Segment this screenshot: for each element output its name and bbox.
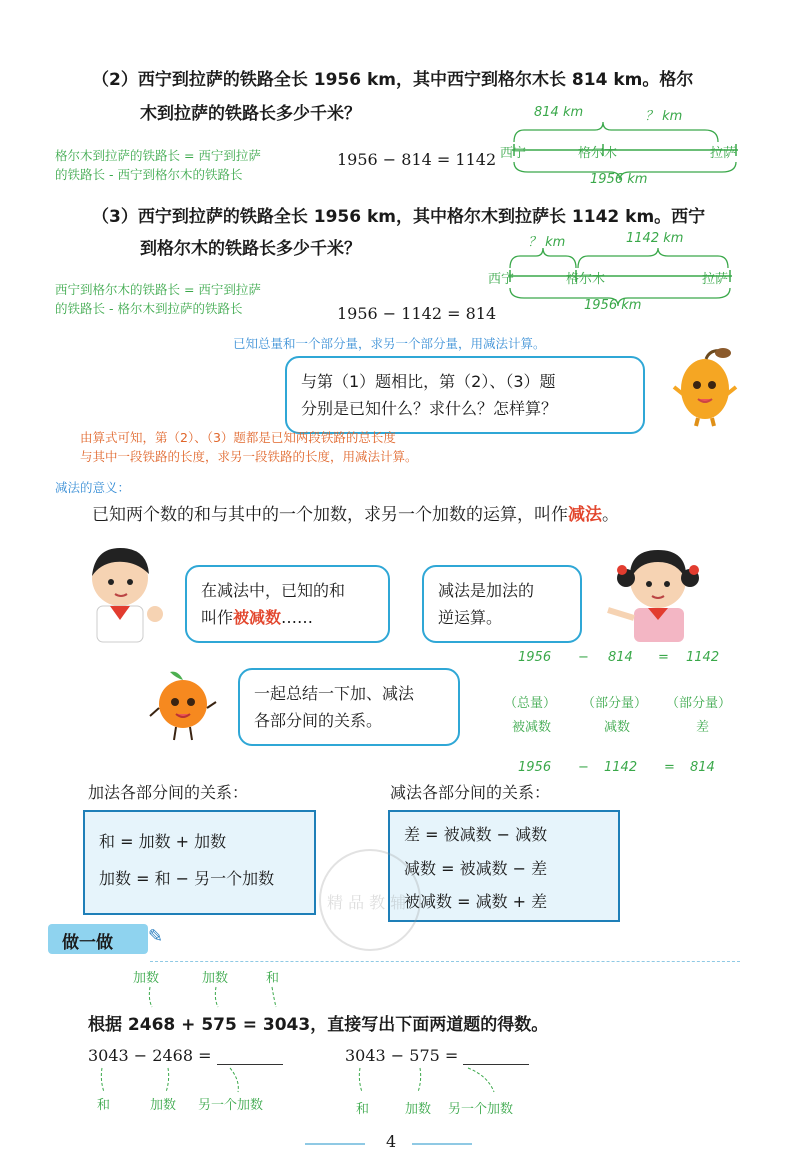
practice-badge <box>48 924 148 954</box>
sub-relations-title: 减法各部分间的关系： <box>390 783 551 802</box>
rel-r4-op: − <box>578 760 589 775</box>
sub-relation-3: 被减数 = 减数 + 差 <box>404 892 548 912</box>
exercise-2-answer[interactable] <box>463 1049 529 1065</box>
boy-bubble-pre: 叫作 <box>201 608 234 628</box>
q3-line-diagram <box>488 226 753 318</box>
boy-character-icon <box>75 540 170 649</box>
q2-line2: 木到拉萨的铁路长多少千米？ <box>140 104 361 124</box>
q2-total: 1956 km <box>590 172 648 187</box>
orange-bubble-line1: 一起总结一下加、减法 <box>254 684 415 703</box>
rel-r4-a: 1956 <box>518 760 552 775</box>
q3-seg1: ？ km <box>528 235 566 250</box>
footer-line-left <box>305 1143 365 1145</box>
top-label-addend2: 加数 <box>202 971 229 986</box>
add-relation-2: 加数 = 和 − 另一个加数 <box>99 868 275 888</box>
q2-note <box>55 146 261 185</box>
rel-r2-a: （总量） <box>504 696 557 711</box>
rel-r3-c: 差 <box>696 720 710 735</box>
q3-note-line2: 的铁路长 - 格尔木到拉萨的铁路长 <box>55 301 243 317</box>
q3-right: 拉萨 <box>702 272 729 287</box>
mango-mascot-icon <box>670 345 740 431</box>
compare-line2: 分别是已知什么？求什么？怎样算？ <box>301 399 558 419</box>
exercise-1-text: 3043 − 2468 = <box>88 1046 212 1065</box>
rel-r4-b: 1142 <box>604 760 638 775</box>
q2-line-diagram <box>500 100 750 190</box>
q3-seg2: 1142 km <box>626 231 684 246</box>
q2-note-line2: 的铁路长 - 西宁到格尔木的铁路长 <box>55 167 243 183</box>
compare-line1: 与第（1）题相比，第（2）、（3）题 <box>301 372 556 391</box>
add-relation-1: 和 = 加数 + 加数 <box>99 832 227 851</box>
compare-bubble <box>285 356 645 434</box>
q3-mid: 格尔木 <box>566 272 606 287</box>
q3-line2: 到格尔木的铁路长多少千米？ <box>140 239 361 259</box>
q2-line1: （2）西宁到拉萨的铁路全长 1956 km，其中西宁到格尔木长 814 km。格尔 <box>92 70 694 90</box>
sub-relation-1: 差 = 被减数 − 减数 <box>404 825 548 844</box>
boy-bubble-term: 被减数 <box>233 608 282 628</box>
bottom-label1-addend: 加数 <box>150 1098 177 1113</box>
add-relations-box <box>83 810 316 915</box>
q2-right: 拉萨 <box>710 146 737 161</box>
exercise-2-text: 3043 − 575 = <box>345 1046 459 1065</box>
sub-relation-2: 减数 = 被减数 − 差 <box>404 858 548 878</box>
orange-note <box>80 428 418 467</box>
page-number: 4 <box>386 1132 397 1151</box>
definition-term: 减法 <box>568 505 602 525</box>
practice-question: 根据 2468 + 575 = 3043，直接写出下面两道题的得数。 <box>88 1015 549 1035</box>
bottom-label2-sum: 和 <box>356 1102 370 1117</box>
boy-bubble-line2 <box>201 604 374 631</box>
definition-body: 已知两个数的和与其中的一个加数，求另一个加数的运算，叫作 <box>92 505 568 525</box>
watermark-stamp <box>305 840 435 960</box>
q3-left: 西宁 <box>488 272 515 287</box>
boy-bubble <box>185 565 390 643</box>
girl-bubble <box>422 565 582 643</box>
rel-r1-c: 1142 <box>686 650 720 665</box>
definition-end: 。 <box>602 505 619 525</box>
rel-r2-c: （部分量） <box>666 696 732 711</box>
bottom-label2-other: 另一个加数 <box>448 1102 514 1117</box>
orange-bubble <box>238 668 460 746</box>
rel-r2-b: （部分量） <box>582 696 648 711</box>
definition-text <box>92 500 619 525</box>
q3-note <box>55 280 261 319</box>
exercise-1 <box>88 1046 283 1065</box>
q3-line1: （3）西宁到拉萨的铁路全长 1956 km，其中格尔木到拉萨长 1142 km。西宁 <box>92 207 706 227</box>
q2-mid: 格尔木 <box>578 146 618 161</box>
q2-seg2: ？ km <box>645 109 683 124</box>
rel-r4-eq: = <box>664 760 675 775</box>
girl-bubble-line1: 减法是加法的 <box>438 581 535 600</box>
bottom-label1-sum: 和 <box>97 1098 111 1113</box>
exercise-2 <box>345 1046 529 1065</box>
practice-divider <box>150 961 740 962</box>
orange-bubble-line2: 各部分间的关系。 <box>254 711 383 731</box>
footer-line-right <box>412 1143 472 1145</box>
q3-total: 1956 km <box>584 298 642 313</box>
orange-note-line1: 由算式可知，第（2）、（3）题都是已知两段铁路的总长度 <box>80 430 396 445</box>
relation-diagram <box>500 648 760 783</box>
top-label-sum: 和 <box>266 971 280 986</box>
practice-badge-text: 做一做 <box>62 933 113 953</box>
boy-bubble-post: …… <box>281 608 314 628</box>
pencil-icon: ✎ <box>148 926 164 947</box>
rel-r1-b: 814 <box>608 650 633 665</box>
rel-r3-a: 被减数 <box>512 720 552 735</box>
rel-r1-a: 1956 <box>518 650 552 665</box>
watermark-text: 精 品 教 辅 <box>327 893 407 912</box>
q2-note-line1: 格尔木到拉萨的铁路长 = 西宁到拉萨 <box>55 148 261 163</box>
add-relations-title: 加法各部分间的关系： <box>88 783 249 802</box>
blue-note: 已知总量和一个部分量，求另一个部分量，用减法计算。 <box>233 336 546 351</box>
bottom-arrows-2 <box>348 1066 548 1094</box>
top-label-addend1: 加数 <box>133 971 160 986</box>
definition-label: 减法的意义： <box>55 480 131 495</box>
top-label-arrows <box>130 985 300 1011</box>
rel-r4-c: 814 <box>690 760 715 775</box>
boy-bubble-line1: 在减法中，已知的和 <box>201 581 346 600</box>
q2-equation: 1956 − 814 = 1142 <box>337 150 497 169</box>
exercise-1-answer[interactable] <box>217 1049 283 1065</box>
bottom-arrows-1 <box>90 1066 290 1094</box>
q2-left: 西宁 <box>500 146 527 161</box>
orange-note-line2: 与其中一段铁路的长度，求另一段铁路的长度，用减法计算。 <box>80 449 418 465</box>
q2-seg1: 814 km <box>534 105 584 120</box>
girl-character-icon <box>600 540 710 649</box>
bottom-label1-other: 另一个加数 <box>198 1098 264 1113</box>
q3-note-line1: 西宁到格尔木的铁路长 = 西宁到拉萨 <box>55 282 261 297</box>
bottom-label2-addend: 加数 <box>405 1102 432 1117</box>
girl-bubble-line2: 逆运算。 <box>438 608 503 628</box>
orange-mascot-icon <box>148 664 218 748</box>
q3-equation: 1956 − 1142 = 814 <box>337 304 497 323</box>
rel-r3-b: 减数 <box>604 720 631 735</box>
rel-r1-eq: = <box>658 650 669 665</box>
rel-r1-op: − <box>578 650 589 665</box>
